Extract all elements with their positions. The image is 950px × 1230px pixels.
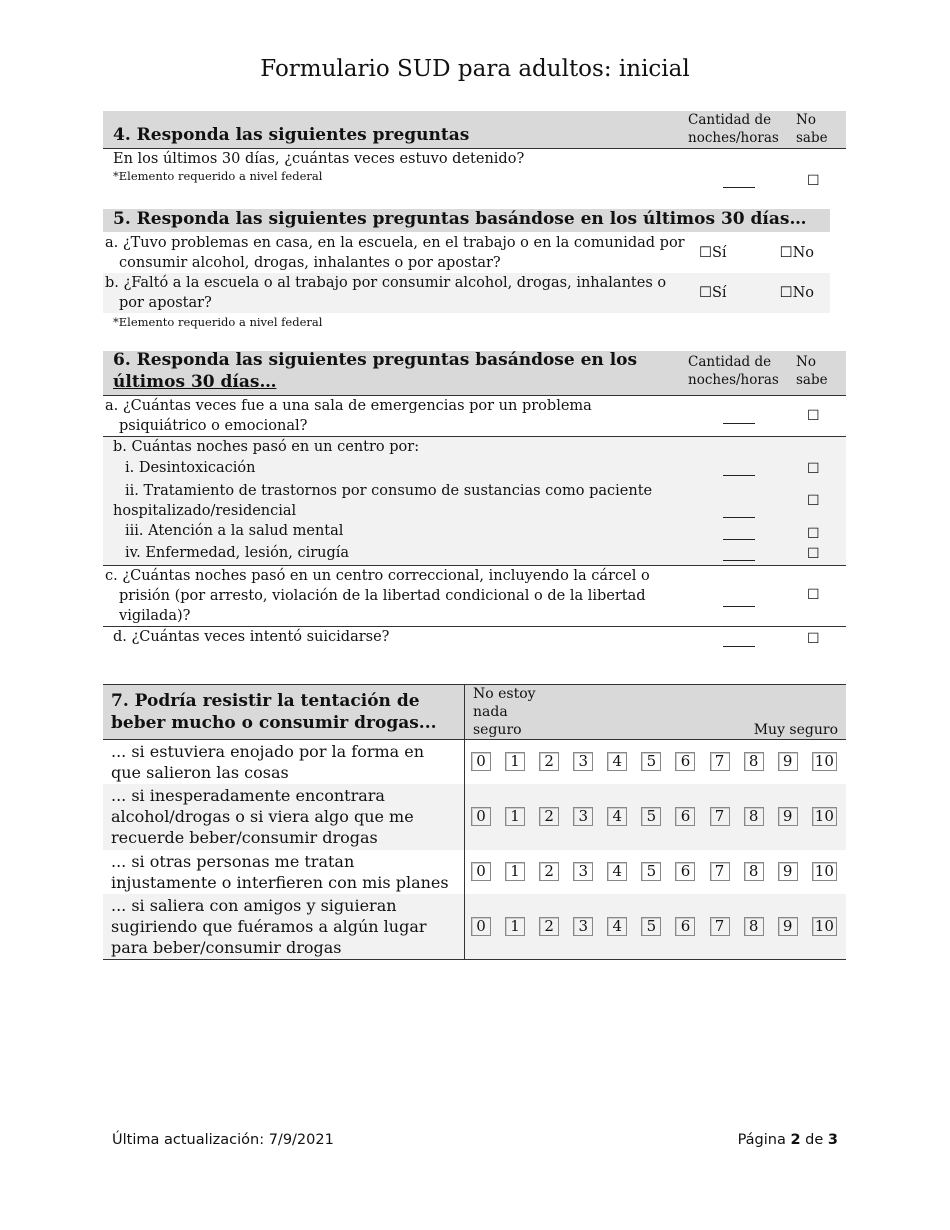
rating-option-2[interactable]: 2 — [539, 862, 559, 881]
no-checkbox[interactable]: ☐No — [779, 285, 814, 301]
unknown-checkbox[interactable]: ☐ — [807, 546, 820, 562]
s5-question-a-row — [103, 233, 830, 273]
rating-option-4[interactable]: 4 — [607, 752, 627, 771]
rating-option-0[interactable]: 0 — [471, 807, 491, 826]
s6-question-b: b. Cuántas noches pasó en un centro por: — [113, 439, 420, 455]
scale-row-label: ... si otras personas me tratan injustamente o interfieren con mis planes — [103, 850, 465, 894]
scale-high-label: Muy seguro — [753, 722, 838, 738]
count-input[interactable] — [723, 475, 755, 476]
rating-option-8[interactable]: 8 — [744, 862, 764, 881]
rating-scale — [466, 752, 845, 771]
section-4-header — [103, 111, 846, 148]
section-6-heading: 6. Responda las siguientes preguntas basándose en los últimos 30 días… — [113, 350, 638, 392]
scale-row-label: ... si saliera con amigos y siguieran sugiriendo que fuéramos a algún lugar para beber/consumir drogas — [103, 894, 465, 960]
rating-option-1[interactable]: 1 — [505, 862, 525, 881]
rating-option-4[interactable]: 4 — [607, 862, 627, 881]
section-5 — [103, 209, 830, 329]
section-5-heading: 5. Responda las siguientes preguntas basándose en los últimos 30 días… — [113, 209, 807, 229]
s6-question-a: a. ¿Cuántas veces fue a una sala de emergencias por un problema psiquiátrico o emocional? — [105, 398, 592, 434]
count-input[interactable] — [723, 539, 755, 540]
rating-option-8[interactable]: 8 — [744, 917, 764, 936]
unknown-checkbox[interactable]: ☐ — [807, 493, 820, 509]
yes-checkbox[interactable]: ☐Sí — [699, 285, 727, 301]
rating-option-4[interactable]: 4 — [607, 807, 627, 826]
rating-option-7[interactable]: 7 — [710, 807, 730, 826]
rating-option-8[interactable]: 8 — [744, 807, 764, 826]
s5-question-b-row — [103, 273, 830, 313]
section-4 — [103, 111, 846, 199]
count-input[interactable] — [723, 646, 755, 647]
count-input[interactable] — [723, 423, 755, 424]
rating-scale — [466, 917, 845, 936]
unknown-checkbox[interactable]: ☐ — [807, 526, 820, 542]
section-7-items — [103, 740, 846, 960]
rating-scale — [466, 862, 845, 881]
section-7-heading: 7. Podría resistir la tentación de beber mucho o consumir drogas... — [103, 685, 465, 740]
section-5-header — [103, 209, 830, 232]
s6-question-b-ii: ii. Tratamiento de trastornos por consumo de sustancias como paciente — [125, 483, 653, 499]
page-title: Formulario SUD para adultos: inicial — [260, 56, 690, 82]
rating-option-10[interactable]: 10 — [812, 917, 837, 936]
column-unknown: No sabe — [796, 354, 828, 388]
rating-option-10[interactable]: 10 — [812, 807, 837, 826]
rating-option-4[interactable]: 4 — [607, 917, 627, 936]
rating-option-9[interactable]: 9 — [778, 807, 798, 826]
rating-option-0[interactable]: 0 — [471, 862, 491, 881]
s6-question-b-iii: iii. Atención a la salud mental — [125, 523, 344, 539]
scale-row — [103, 740, 846, 784]
scale-row — [103, 784, 846, 850]
rating-option-10[interactable]: 10 — [812, 862, 837, 881]
rating-option-0[interactable]: 0 — [471, 917, 491, 936]
rating-option-1[interactable]: 1 — [505, 917, 525, 936]
rating-option-6[interactable]: 6 — [675, 752, 695, 771]
rating-option-10[interactable]: 10 — [812, 752, 837, 771]
rating-option-3[interactable]: 3 — [573, 752, 593, 771]
rating-option-5[interactable]: 5 — [641, 807, 661, 826]
rating-option-1[interactable]: 1 — [505, 807, 525, 826]
unknown-checkbox[interactable]: ☐ — [807, 173, 820, 189]
rating-option-7[interactable]: 7 — [710, 752, 730, 771]
rating-option-5[interactable]: 5 — [641, 917, 661, 936]
no-checkbox[interactable]: ☐No — [779, 245, 814, 261]
rating-option-7[interactable]: 7 — [710, 917, 730, 936]
last-updated: Última actualización: 7/9/2021 — [112, 1132, 334, 1148]
unknown-checkbox[interactable]: ☐ — [807, 631, 820, 647]
unknown-checkbox[interactable]: ☐ — [807, 587, 820, 603]
scale-low-label: No estoy nada seguro — [473, 686, 536, 738]
s5-question-a: a. ¿Tuvo problemas en casa, en la escuela, en el trabajo o en la comunidad por consumir alcohol, drogas, inhalantes o por apostar? — [105, 235, 685, 271]
rating-option-6[interactable]: 6 — [675, 917, 695, 936]
s6-question-a-row — [103, 395, 846, 436]
rating-option-3[interactable]: 3 — [573, 862, 593, 881]
count-input[interactable] — [723, 187, 755, 188]
federal-note: *Elemento requerido a nivel federal — [113, 169, 323, 183]
rating-option-3[interactable]: 3 — [573, 807, 593, 826]
rating-option-2[interactable]: 2 — [539, 807, 559, 826]
s6-question-b-ii-cont: hospitalizado/residencial — [113, 503, 297, 519]
rating-option-1[interactable]: 1 — [505, 752, 525, 771]
rating-option-2[interactable]: 2 — [539, 917, 559, 936]
s6-question-b-iv: iv. Enfermedad, lesión, cirugía — [125, 545, 350, 561]
s6-question-b-i: i. Desintoxicación — [125, 460, 256, 476]
column-unknown: No sabe — [796, 112, 828, 146]
s4-question: En los últimos 30 días, ¿cuántas veces estuvo detenido? — [113, 151, 525, 167]
count-input[interactable] — [723, 606, 755, 607]
s6-question-c-row — [103, 565, 846, 626]
rating-option-0[interactable]: 0 — [471, 752, 491, 771]
section-4-heading: Responda las siguientes preguntas — [136, 125, 470, 145]
s6-question-d-row — [103, 626, 846, 651]
s6-question-c: c. ¿Cuántas noches pasó en un centro correccional, incluyendo la cárcel o prisión (por arresto, violación de la libertad condicional o de la libertad vigilada)? — [105, 568, 650, 624]
s4-question-row — [103, 148, 846, 199]
rating-option-8[interactable]: 8 — [744, 752, 764, 771]
unknown-checkbox[interactable]: ☐ — [807, 461, 820, 477]
unknown-checkbox[interactable]: ☐ — [807, 408, 820, 424]
rating-option-9[interactable]: 9 — [778, 917, 798, 936]
section-4-number: 4. — [113, 125, 131, 145]
yes-checkbox[interactable]: ☐Sí — [699, 245, 727, 261]
rating-option-5[interactable]: 5 — [641, 862, 661, 881]
section-6 — [103, 351, 846, 651]
rating-option-7[interactable]: 7 — [710, 862, 730, 881]
s6-question-b-block — [103, 436, 846, 565]
rating-option-5[interactable]: 5 — [641, 752, 661, 771]
section-7-table — [103, 684, 846, 960]
s6-question-d: d. ¿Cuántas veces intentó suicidarse? — [113, 629, 390, 645]
federal-note: *Elemento requerido a nivel federal — [113, 315, 323, 329]
rating-option-9[interactable]: 9 — [778, 862, 798, 881]
scale-row — [103, 850, 846, 894]
rating-option-3[interactable]: 3 — [573, 917, 593, 936]
rating-option-2[interactable]: 2 — [539, 752, 559, 771]
count-input[interactable] — [723, 560, 755, 561]
scale-row — [103, 894, 846, 960]
column-nights-hours: Cantidad de noches/horas — [688, 354, 779, 388]
rating-option-6[interactable]: 6 — [675, 807, 695, 826]
rating-option-6[interactable]: 6 — [675, 862, 695, 881]
page-number: Página 2 de 3 — [737, 1132, 838, 1148]
section-6-header — [103, 351, 846, 395]
scale-row-label: ... si estuviera enojado por la forma en que salieron las cosas — [103, 740, 465, 784]
rating-scale — [466, 807, 845, 826]
rating-option-9[interactable]: 9 — [778, 752, 798, 771]
column-nights-hours: Cantidad de noches/horas — [688, 112, 779, 146]
s5-question-b: b. ¿Faltó a la escuela o al trabajo por consumir alcohol, drogas, inhalantes o por apostar? — [105, 275, 667, 311]
scale-row-label: ... si inesperadamente encontrara alcohol/drogas o si viera algo que me recuerde beber/consumir drogas — [103, 784, 465, 850]
count-input[interactable] — [723, 517, 755, 518]
